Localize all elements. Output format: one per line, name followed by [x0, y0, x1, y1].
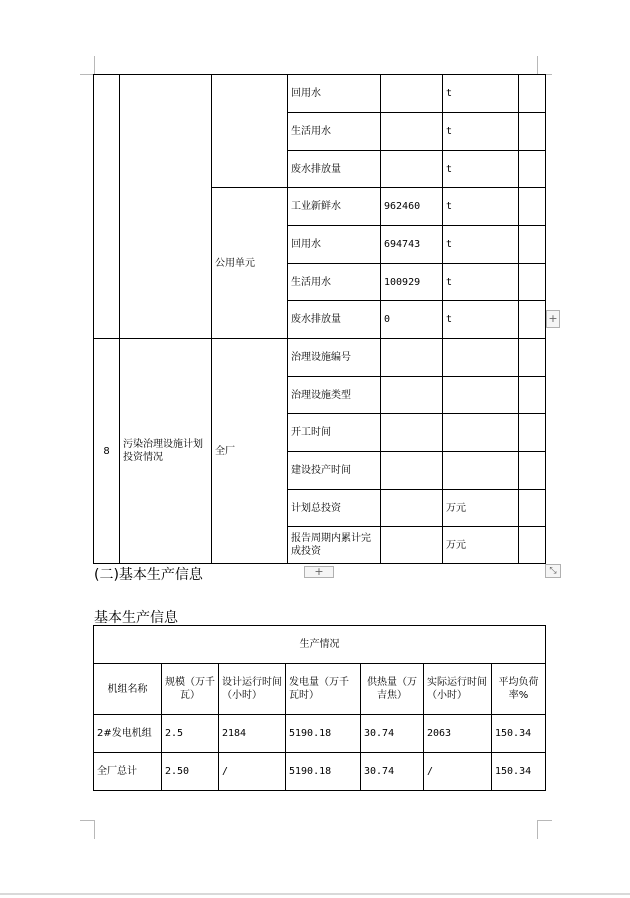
table-cell: 2063 — [424, 715, 492, 753]
emission-info-table — [93, 74, 546, 564]
section-scope: 全厂 — [212, 339, 288, 564]
column-header: 供热量（万吉焦） — [361, 664, 424, 715]
remark-cell — [519, 113, 546, 151]
table-cell: 2.50 — [162, 753, 219, 791]
unit-label-cell — [443, 339, 519, 377]
public-unit-label: 公用单元 — [212, 188, 288, 339]
table-cell: 30.74 — [361, 753, 424, 791]
unit-label-cell: t — [443, 301, 519, 339]
value-cell — [381, 452, 443, 490]
table-title-row — [94, 626, 546, 664]
item-cell: 回用水 — [288, 75, 381, 113]
item-cell: 回用水 — [288, 226, 381, 264]
unit-label-cell: t — [443, 151, 519, 188]
index-cell — [94, 75, 120, 339]
item-cell: 废水排放量 — [288, 301, 381, 339]
remark-cell — [519, 414, 546, 452]
item-cell: 工业新鲜水 — [288, 188, 381, 226]
value-cell: 100929 — [381, 264, 443, 301]
unit-label-cell: t — [443, 226, 519, 264]
remark-cell — [519, 226, 546, 264]
remark-cell — [519, 264, 546, 301]
table-row — [94, 715, 546, 753]
unit-label-cell: t — [443, 113, 519, 151]
page-corner-mark-top-left — [80, 56, 95, 75]
remark-cell — [519, 188, 546, 226]
item-cell: 建设投产时间 — [288, 452, 381, 490]
table-title: 生产情况 — [94, 626, 546, 664]
table-cell: 30.74 — [361, 715, 424, 753]
value-cell: 694743 — [381, 226, 443, 264]
value-cell — [381, 377, 443, 414]
table-cell: 2184 — [219, 715, 286, 753]
category-cell — [120, 75, 212, 339]
unit-label-cell: t — [443, 75, 519, 113]
page-corner-mark-top-right — [537, 56, 552, 75]
table-resize-handle[interactable]: ⤡ — [545, 564, 561, 578]
table-cell: 5190.18 — [286, 715, 361, 753]
section-heading: (二)基本生产信息 — [94, 567, 203, 583]
unit-label-cell: t — [443, 264, 519, 301]
item-cell: 计划总投资 — [288, 490, 381, 527]
value-cell — [381, 527, 443, 564]
table-row — [94, 75, 546, 113]
value-cell: 0 — [381, 301, 443, 339]
value-cell — [381, 339, 443, 377]
section-title: 污染治理设施计划投资情况 — [120, 339, 212, 564]
unit-label-cell — [443, 414, 519, 452]
remark-cell — [519, 301, 546, 339]
add-column-button[interactable]: + — [304, 566, 334, 578]
remark-cell — [519, 339, 546, 377]
value-cell — [381, 75, 443, 113]
table-cell: 5190.18 — [286, 753, 361, 791]
value-cell — [381, 414, 443, 452]
remark-cell — [519, 377, 546, 414]
value-cell — [381, 113, 443, 151]
table-cell: / — [424, 753, 492, 791]
section-index: 8 — [94, 339, 120, 564]
table-cell: 2#发电机组 — [94, 715, 162, 753]
value-cell — [381, 490, 443, 527]
table-row — [94, 339, 546, 377]
item-cell: 生活用水 — [288, 113, 381, 151]
column-header: 设计运行时间（小时） — [219, 664, 286, 715]
page-corner-mark-bottom-right — [537, 820, 552, 839]
column-header: 发电量（万千瓦时） — [286, 664, 361, 715]
table-cell: 150.34 — [492, 753, 546, 791]
unit-label-cell — [443, 377, 519, 414]
column-header: 平均负荷率% — [492, 664, 546, 715]
remark-cell — [519, 490, 546, 527]
unit-label-cell — [443, 452, 519, 490]
unit-label-cell: t — [443, 188, 519, 226]
page-bottom-divider — [0, 893, 630, 895]
remark-cell — [519, 151, 546, 188]
remark-cell — [519, 527, 546, 564]
add-row-button[interactable]: + — [546, 310, 560, 328]
item-cell: 废水排放量 — [288, 151, 381, 188]
value-cell: 962460 — [381, 188, 443, 226]
item-cell: 开工时间 — [288, 414, 381, 452]
unit-label-cell: 万元 — [443, 527, 519, 564]
column-header: 规模（万千瓦） — [162, 664, 219, 715]
table-cell: 150.34 — [492, 715, 546, 753]
column-header: 机组名称 — [94, 664, 162, 715]
table-header-row — [94, 664, 546, 715]
unit-cell — [212, 75, 288, 188]
table-caption: 基本生产信息 — [94, 610, 178, 626]
unit-label-cell: 万元 — [443, 490, 519, 527]
item-cell: 治理设施编号 — [288, 339, 381, 377]
production-info-table — [93, 625, 546, 791]
column-header: 实际运行时间（小时） — [424, 664, 492, 715]
item-cell: 报告周期内累计完成投资 — [288, 527, 381, 564]
table-cell: / — [219, 753, 286, 791]
table-cell: 全厂总计 — [94, 753, 162, 791]
remark-cell — [519, 452, 546, 490]
table-cell: 2.5 — [162, 715, 219, 753]
item-cell: 生活用水 — [288, 264, 381, 301]
table-row — [94, 753, 546, 791]
page-corner-mark-bottom-left — [80, 820, 95, 839]
value-cell — [381, 151, 443, 188]
remark-cell — [519, 75, 546, 113]
item-cell: 治理设施类型 — [288, 377, 381, 414]
